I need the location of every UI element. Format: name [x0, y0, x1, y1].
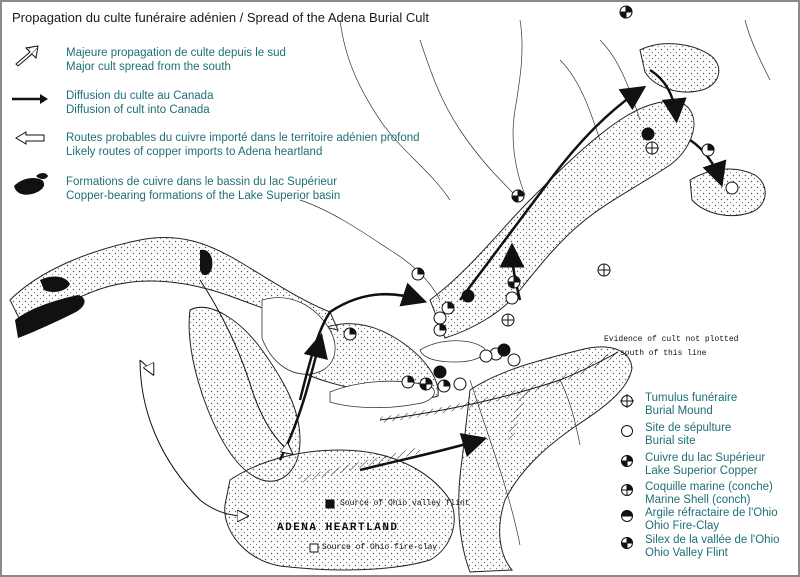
- symbol-en: Burial site: [645, 435, 696, 447]
- legend-en: Diffusion of cult into Canada: [66, 104, 210, 116]
- st-lawrence-valley: [430, 101, 694, 338]
- site-marker: [442, 302, 454, 314]
- site-marker: [434, 366, 446, 378]
- site-marker: [344, 328, 356, 340]
- symbol-fr: Coquille marine (conche): [645, 481, 773, 493]
- evidence-line-label-1: Evidence of cult not plotted: [604, 335, 739, 344]
- legend-fr: Majeure propagation de culte depuis le sud: [66, 47, 286, 59]
- symbol-fr: Site de sépulture: [645, 422, 732, 434]
- legend-en: Likely routes of copper imports to Adena heartland: [66, 146, 323, 158]
- site-marker: [726, 182, 738, 194]
- legend-fr: Routes probables du cuivre importé dans le territoire adénien profond: [66, 132, 420, 144]
- river-line: [340, 20, 450, 200]
- legend-item-copper-formations: [66, 175, 340, 203]
- site-marker: [598, 264, 610, 276]
- site-marker: [402, 376, 414, 388]
- adena-heartland-label: ADENA HEARTLAND: [277, 522, 399, 534]
- hollow-arrow-icon: [16, 132, 44, 144]
- site-marker: [454, 378, 466, 390]
- site-marker: [326, 500, 334, 508]
- ohio-fire-clay-icon: [622, 511, 633, 522]
- site-marker: [420, 378, 432, 390]
- river-line: [600, 40, 640, 120]
- symbol-fr: Silex de la vallée de l'Ohio: [645, 534, 780, 546]
- site-marker: [642, 128, 654, 140]
- symbol-legend-icons: [620, 394, 634, 549]
- symbol-fr: Argile réfractaire de l'Ohio: [645, 507, 778, 519]
- symbol-legend-copper: [645, 452, 765, 478]
- site-marker: [498, 344, 510, 356]
- site-marker: [480, 350, 492, 362]
- site-marker: [434, 324, 446, 336]
- symbol-legend-burial-mound: [645, 392, 737, 418]
- symbol-fr: Cuivre du lac Supérieur: [645, 452, 766, 464]
- symbol-en: Ohio Valley Flint: [645, 547, 728, 559]
- marine-shell-icon: [622, 485, 633, 496]
- legend-icons: [12, 46, 48, 195]
- symbol-legend-shell: [645, 481, 773, 507]
- flint-source-label: Source of Ohio valley flint: [340, 499, 470, 508]
- newfoundland-coast: [640, 44, 719, 92]
- evidence-line-label-2: south of this line: [620, 349, 707, 358]
- site-marker: [412, 268, 424, 280]
- site-marker: [620, 6, 632, 18]
- symbol-fr: Tumulus funéraire: [645, 392, 738, 404]
- symbol-legend-fire-clay: [645, 507, 778, 533]
- legend-en: Major cult spread from the south: [66, 61, 231, 73]
- site-marker: [702, 144, 714, 156]
- site-marker: [502, 314, 514, 326]
- river-line: [513, 20, 525, 195]
- site-marker: [508, 276, 520, 288]
- symbol-en: Lake Superior Copper: [645, 465, 758, 477]
- river-line: [745, 20, 770, 80]
- burial-mound-icon: [620, 394, 634, 408]
- symbol-en: Ohio Fire-Clay: [645, 520, 720, 532]
- symbol-legend-flint: [645, 534, 780, 560]
- clay-source-label: Source of Ohio fire-clay: [322, 543, 438, 552]
- burial-site-icon: [622, 426, 633, 437]
- legend-fr: Diffusion du culte au Canada: [66, 90, 214, 102]
- solid-arrow-icon: [12, 94, 48, 104]
- river-line: [420, 40, 520, 200]
- lake-ontario: [420, 341, 485, 362]
- river-line: [300, 200, 440, 300]
- copper-formation-icon: [14, 173, 48, 195]
- symbol-legend-burial-site: [645, 422, 731, 448]
- ohio-valley-flint-icon: [622, 538, 633, 549]
- site-marker: [438, 380, 450, 392]
- legend-item-major-spread: [66, 46, 286, 74]
- site-marker: [462, 290, 474, 302]
- site-marker: [646, 142, 658, 154]
- legend-item-diffusion: [66, 89, 213, 117]
- east-coast: [459, 347, 632, 572]
- legend-item-copper-routes: [66, 131, 420, 159]
- site-marker: [506, 292, 518, 304]
- legend-en: Copper-bearing formations of the Lake Superior basin: [66, 190, 341, 202]
- map-title: Propagation du culte funéraire adénien / Spread of the Adena Burial Cult: [12, 10, 430, 25]
- lake-superior-copper-icon: [622, 456, 633, 467]
- site-marker: [508, 354, 520, 366]
- hatched-arrow-icon: [16, 46, 38, 66]
- symbol-en: Burial Mound: [645, 405, 713, 417]
- legend-fr: Formations de cuivre dans le bassin du lac Supérieur: [66, 176, 338, 188]
- site-marker: [512, 190, 524, 202]
- hollow-route: [140, 360, 152, 372]
- site-marker: [310, 544, 318, 552]
- site-marker: [434, 312, 446, 324]
- symbol-en: Marine Shell (conch): [645, 494, 751, 506]
